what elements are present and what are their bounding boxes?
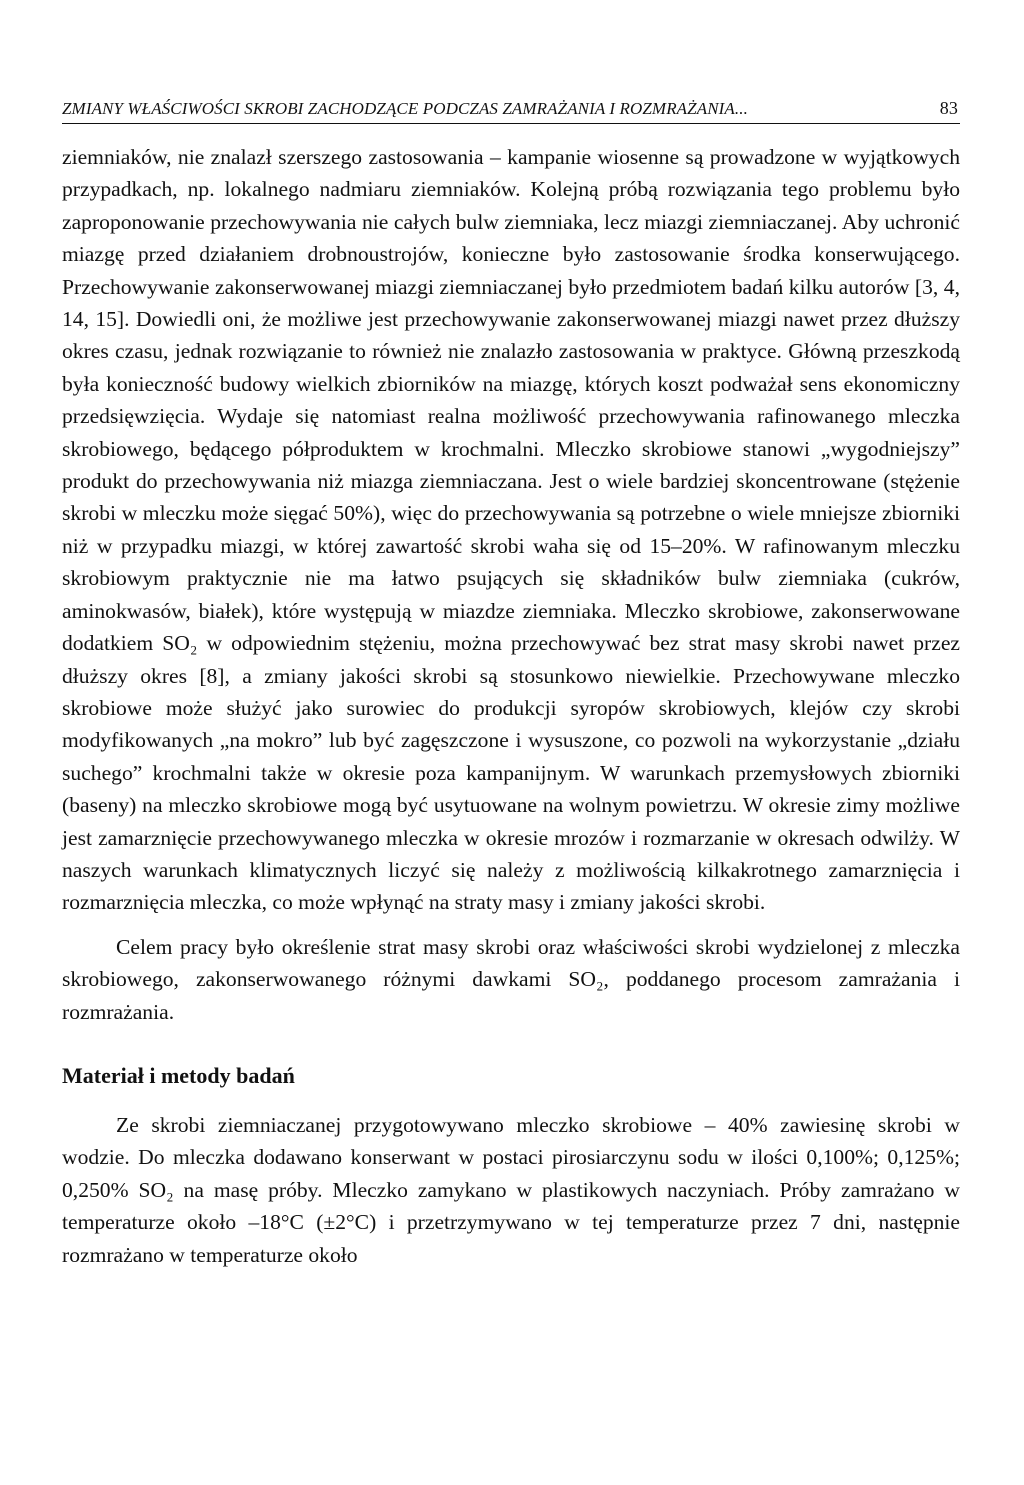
body-paragraph-continued: ziemniaków, nie znalazł szerszego zastosowania – kampanie wiosenne są prowadzone w wyjątkowych przypadkach, np. lokalnego nadmiaru ziemniaków. Kolejną próbą rozwiązania tego problemu było zaproponowanie przechowywania nie całych bulw ziemniaka, lecz miazgi ziemniaczanej. Aby uchronić miazgę przed działaniem drobnoustrojów, konieczne było zastosowanie środka konserwującego. Przechowywanie zakonserwowanej miazgi ziemniaczanej było przedmiotem badań kilku autorów [3, 4, 14, 15]. Dowiedli oni, że możliwe jest przechowywanie zakonserwowanej miazgi nawet przez dłuższy okres czasu, jednak rozwiązanie to również nie znalazło zastosowania w praktyce. Główną przeszkodą była konieczność budowy wielkich zbiorników na miazgę, których koszt podważał sens ekonomiczny przedsięwzięcia. Wydaje się natomiast realna możliwość przechowywania rafinowanego mleczka skrobiowego, będącego półproduktem w krochmalni. Mleczko skrobiowe stanowi „wygodniejszy” produkt do przechowywania niż miazga ziemniaczana. Jest o wiele bardziej skoncentrowane (stężenie skrobi w mleczku może sięgać 50%), więc do przechowywania są potrzebne o wiele mniejsze zbiorniki niż w przypadku miazgi, w której zawartość skrobi waha się od 15–20%. W rafinowanym mleczku skrobiowym praktycznie nie ma łatwo psujących się składników bulw ziemniaka (cukrów, aminokwasów, białek), które występują w miazdze ziemniaka. Mleczko skrobiowe, zakonserwowane dodatkiem SO₂ w odpowiednim stężeniu, można przechowywać bez strat masy skrobi nawet przez dłuższy okres [8], a zmiany jakości skrobi są stosunkowo niewielkie. Przechowywane mleczko skrobiowe może służyć jako surowiec do produkcji syropów skrobiowych, klejów czy skrobi modyfikowanych „na mokro” lub być zagęszczone i wysuszone, co pozwoli na wykorzystanie „działu suchego” krochmalni także w okresie poza kampanijnym. W warunkach przemysłowych zbiorniki (baseny) na mleczko skrobiowe mogą być usytuowane na wolnym powietrzu. W okresie zimy możliwe jest zamarznięcie przechowywanego mleczka w okresie mrozów i rozmarzanie w okresach odwilży. W naszych warunkach klimatycznych liczyć się należy z możliwością kilkakrotnego zamarznięcia i rozmarznięcia mleczka, co może wpłynąć na straty masy i zmiany jakości skrobi. <box>62 145 960 915</box>
journal-page <box>62 98 960 1271</box>
running-header <box>62 98 960 124</box>
body-paragraph-aim: Celem pracy było określenie strat masy skrobi oraz właściwości skrobi wydzielonej z mleczka skrobiowego, zakonserwowanego różnymi dawkami SO₂, poddanego procesom zamrażania i rozmrażania. <box>62 934 960 1024</box>
section-heading-methods: Materiał i metody badań <box>62 1062 295 1088</box>
article-body <box>62 141 960 1271</box>
page-number: 83 <box>939 98 958 118</box>
body-paragraph-methods: Ze skrobi ziemniaczanej przygotowywano mleczko skrobiowe – 40% zawiesinę skrobi w wodzie. Do mleczka dodawano konserwant w postaci pirosiarczynu sodu w ilości 0,100%; 0,125%; 0,250% SO₂ na masę próby. Mleczko zamykano w plastikowych naczyniach. Próby zamrażano w temperaturze około –18°C (±2°C) i przetrzymywano w tej temperaturze przez 7 dni, następnie rozmrażano w temperaturze około <box>62 1112 960 1267</box>
running-head-title: ZMIANY WŁAŚCIWOŚCI SKROBI ZACHODZĄCE PODCZAS ZAMRAŻANIA I ROZMRAŻANIA... <box>62 99 748 118</box>
